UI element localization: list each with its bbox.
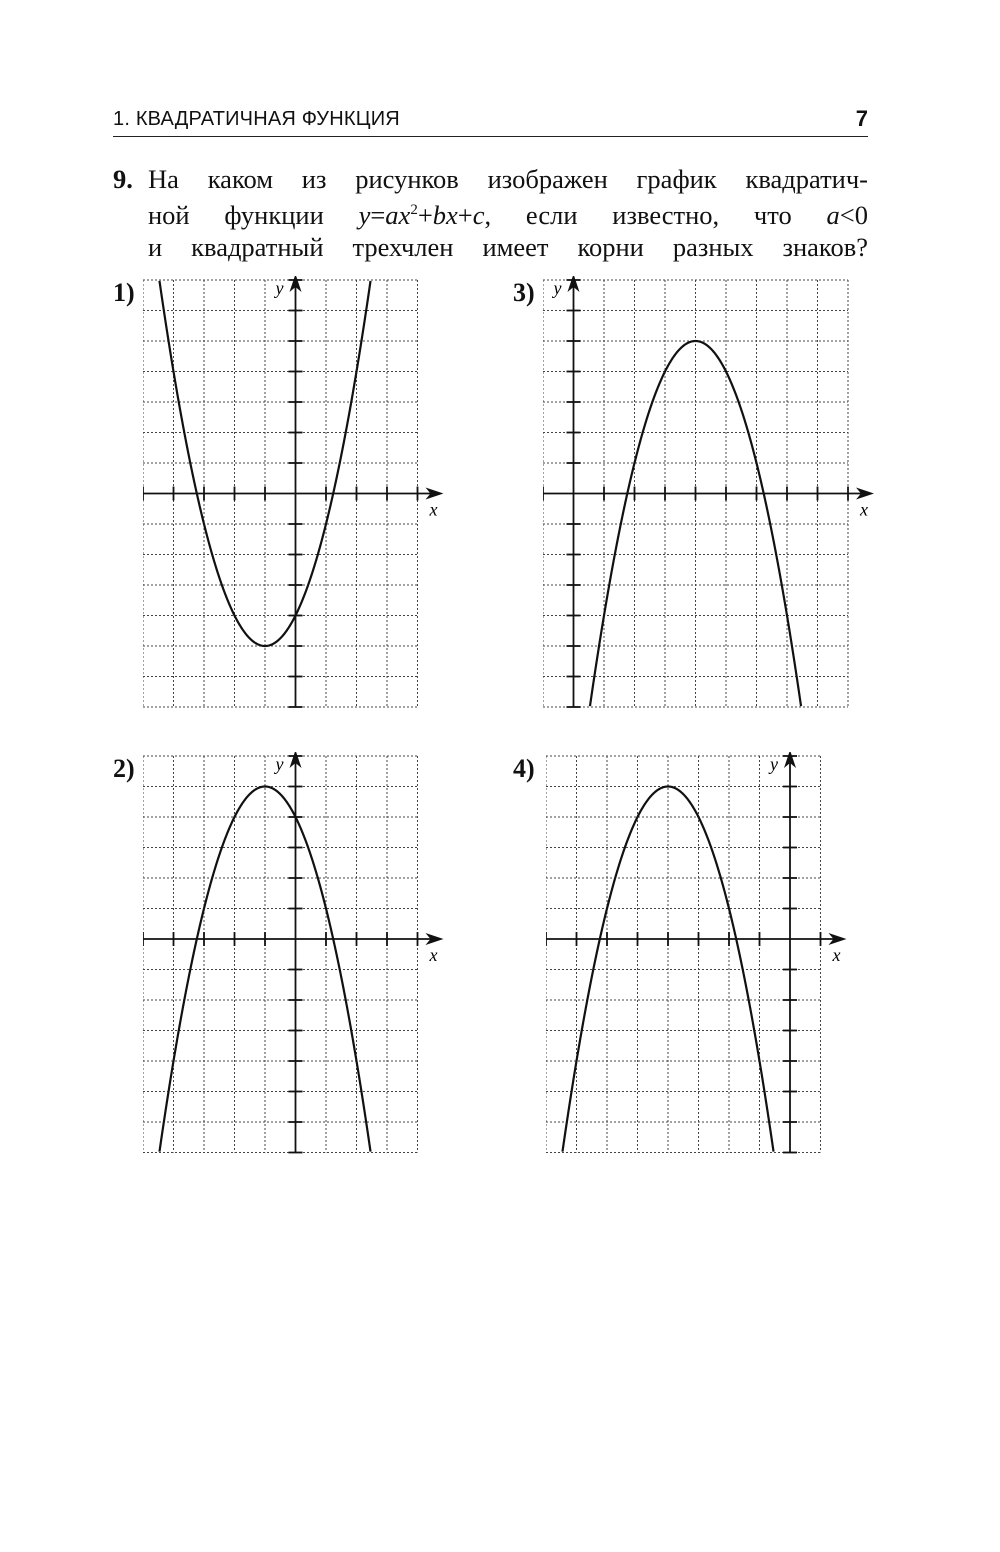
task-line-2-end: , если известно, что xyxy=(484,200,792,230)
formula-b: b xyxy=(432,200,447,230)
formula-x: x xyxy=(398,200,411,230)
formula-square: 2 xyxy=(410,202,418,219)
grid xyxy=(546,756,821,1153)
x-axis-label: x xyxy=(429,945,438,965)
formula-plus-2: + xyxy=(457,200,473,230)
condition-lt: < xyxy=(839,200,855,230)
chart-svg xyxy=(543,276,878,711)
condition-a: a xyxy=(826,200,840,230)
task-number: 9. xyxy=(113,164,133,194)
y-axis-label: y xyxy=(553,278,562,298)
condition-zero: 0 xyxy=(854,200,868,230)
chapter-title: 1. КВАДРАТИЧНАЯ ФУНКЦИЯ xyxy=(113,108,400,130)
formula-y: y xyxy=(358,200,371,230)
chart-svg xyxy=(143,752,448,1157)
chart-svg xyxy=(143,276,448,711)
task-line-2 xyxy=(148,198,868,232)
page-header xyxy=(113,106,868,137)
formula-eq: = xyxy=(370,200,386,230)
figure-label: 2) xyxy=(113,754,135,783)
formula-x-2: x xyxy=(446,200,458,230)
y-axis-label: y xyxy=(770,754,778,774)
task-line-2-start: ной функции xyxy=(148,200,324,230)
figure-label: 1) xyxy=(113,278,135,307)
formula-c: c xyxy=(472,200,485,230)
page-number: 7 xyxy=(855,106,868,131)
condition xyxy=(827,200,868,230)
formula-a: a xyxy=(385,200,399,230)
task-line-3: и квадратный трехчлен имеет корни разных знаков? xyxy=(148,232,868,262)
y-axis-label: y xyxy=(275,278,284,298)
chart-svg xyxy=(546,752,851,1157)
figure-label: 4) xyxy=(513,754,535,783)
x-axis-label: x xyxy=(832,945,841,965)
figure-label: 3) xyxy=(513,278,535,307)
task-line-1: На каком из рисунков изображен график квадратич- xyxy=(148,164,868,194)
formula-plus-1: + xyxy=(417,200,433,230)
x-axis-label: x xyxy=(429,499,438,520)
x-axis-label: x xyxy=(860,499,868,520)
grid xyxy=(143,756,418,1153)
quadratic-formula xyxy=(359,200,485,230)
y-axis-label: y xyxy=(275,754,284,774)
